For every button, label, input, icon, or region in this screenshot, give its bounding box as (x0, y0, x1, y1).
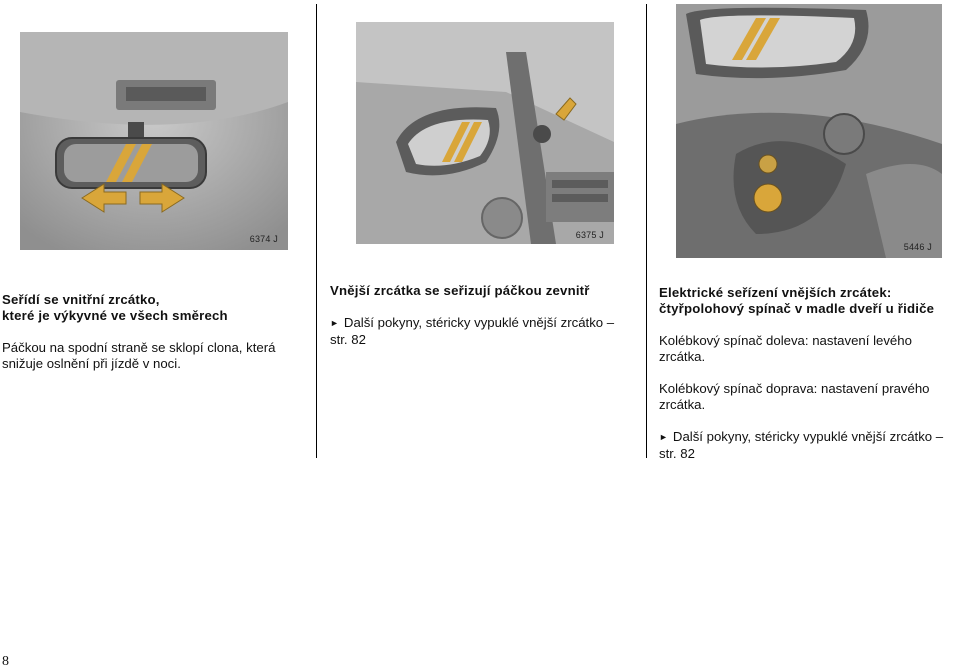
figure-outside-mirror-lever (356, 22, 614, 244)
column-divider-left (316, 4, 317, 458)
body-line: zrcátka. (659, 397, 706, 412)
reference-text: Další pokyny, stéricky vypuklé vnější zrcátko – (672, 429, 944, 444)
reference-arrow-icon: ► (330, 318, 339, 328)
figure-interior-mirror (20, 32, 288, 250)
figure-code: 6374 J (249, 234, 278, 244)
column-divider-right (646, 4, 647, 458)
column-interior-mirror (2, 292, 302, 388)
figure-code: 5446 J (903, 242, 932, 252)
body-line: Páčkou na spodní straně se sklopí clona, která (2, 340, 276, 355)
reference-page: str. 82 (330, 332, 366, 347)
reference-arrow-icon: ► (659, 432, 668, 442)
body-line: Kolébkový spínač doprava: nastavení pravého (659, 381, 930, 396)
heading-line: Elektrické seřízení vnějších zrcátek: (659, 285, 892, 300)
reference-page: str. 82 (659, 446, 695, 461)
heading-line: Seřídí se vnitřní zrcátko, (2, 292, 160, 307)
column-outside-mirror (330, 283, 640, 364)
body-line: Kolébkový spínač doleva: nastavení levého (659, 333, 912, 348)
section-heading: Vnější zrcátka se seřizují páčkou zevnitř (330, 283, 590, 298)
heading-line: které je výkyvné ve všech směrech (2, 308, 228, 323)
body-line: zrcátka. (659, 349, 706, 364)
figure-electric-mirror-switch (676, 4, 942, 258)
column-electric-mirror (659, 285, 959, 478)
reference-text: Další pokyny, stéricky vypuklé vnější zrcátko – (343, 315, 615, 330)
figure-code: 6375 J (575, 230, 604, 240)
page-number: 8 (2, 654, 9, 669)
body-line: snižuje oslnění při jízdě v noci. (2, 356, 181, 371)
heading-line: čtyřpolohový spínač v madle dveří u řidiče (659, 301, 935, 316)
